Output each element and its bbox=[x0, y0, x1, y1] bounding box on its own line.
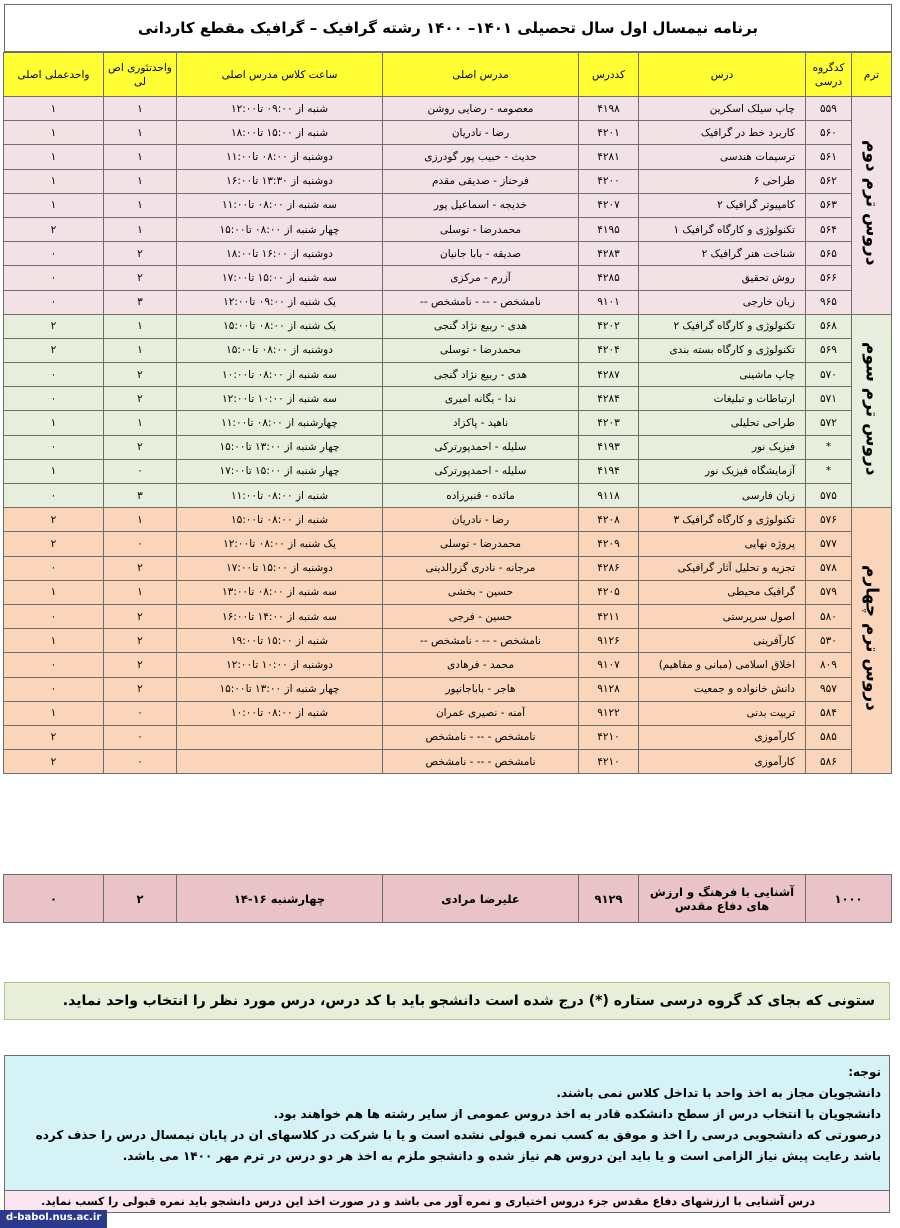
cell-time: دوشنبه از ۰۸:۰۰ تا۱۱:۰۰ bbox=[177, 145, 383, 169]
note-line: دانشجویان با انتخاب درس از سطح دانشکده قادر به اخذ دروس عمومی از سایر رشته ها هم خواهند بود. bbox=[273, 1107, 881, 1121]
cell-instructor: رضا - نادریان bbox=[383, 508, 579, 532]
cell-theory: ۱ bbox=[104, 314, 177, 338]
cell-course-code: ۹۱۲۶ bbox=[579, 629, 639, 653]
cell-course-code: ۴۲۸۳ bbox=[579, 242, 639, 266]
term-label: دروس ترم دوم bbox=[861, 140, 882, 266]
cell-instructor: محمدرضا - توسلی bbox=[383, 217, 579, 241]
cell-group-code: ۵۶۱ bbox=[806, 145, 852, 169]
cell-instructor: خدیجه - اسماعیل پور bbox=[383, 193, 579, 217]
cell-group-code: ۵۷۰ bbox=[806, 363, 852, 387]
cell-theory: ۲ bbox=[104, 363, 177, 387]
cell-course: تکنولوژی و کارگاه گرافیک ۲ bbox=[639, 314, 806, 338]
cell-theory: ۲ bbox=[104, 556, 177, 580]
note-line: درصورتی که دانشجویی درسی را اخذ و موفق به کسب نمره قبولی نشده است و یا با شرکت در کلاسهای ان در پایان نیمسال درس را حذف کرده bbox=[35, 1128, 881, 1142]
cell-group-code: ۵۶۸ bbox=[806, 314, 852, 338]
cell-course: تجزیه و تحلیل آثار گرافیکی bbox=[639, 556, 806, 580]
cell-time: سه شنبه از ۱۵:۰۰ تا۱۷:۰۰ bbox=[177, 266, 383, 290]
cell-practical: ۱ bbox=[4, 629, 104, 653]
cell-course-code: ۴۲۸۶ bbox=[579, 556, 639, 580]
cell-group-code: ۵۸۶ bbox=[806, 750, 852, 774]
cell-time bbox=[177, 750, 383, 774]
table-row bbox=[4, 97, 892, 121]
term-label-cell bbox=[852, 508, 892, 774]
cell-time: یک شنبه از ۰۹:۰۰ تا۱۲:۰۰ bbox=[177, 290, 383, 314]
cell-practical: ۰ bbox=[4, 484, 104, 508]
cell-course-code: ۹۱۰۷ bbox=[579, 653, 639, 677]
cell-course-code: ۴۱۹۳ bbox=[579, 435, 639, 459]
cell-course: روش تحقیق bbox=[639, 266, 806, 290]
note-line: باشد رعایت پیش نیاز الزامی است و یا باید این دروس هم نیاز شده و دانشجو ملزم به اخذ هر دو درس در ترم مهر ۱۴۰۰ می باشد. bbox=[122, 1149, 881, 1163]
cell-theory: ۲ bbox=[104, 266, 177, 290]
cell-theory: ۱ bbox=[104, 169, 177, 193]
cell-course: چاپ ماشینی bbox=[639, 363, 806, 387]
cell-group-code: ۵۶۰ bbox=[806, 121, 852, 145]
cell-time bbox=[177, 725, 383, 749]
cell-instructor: حدیث - حبیب پور گودرزی bbox=[383, 145, 579, 169]
cell-instructor: نامشخص - -- - نامشخص bbox=[383, 725, 579, 749]
cell-practical: ۲ bbox=[4, 217, 104, 241]
cell-instructor: محمد - فرهادی bbox=[383, 653, 579, 677]
cell-time: شنبه از ۰۸:۰۰ تا۱۵:۰۰ bbox=[177, 508, 383, 532]
cell-instructor: صدیقه - بابا جانیان bbox=[383, 242, 579, 266]
cell-course-code: ۴۲۸۱ bbox=[579, 145, 639, 169]
cell-group-code: ۹۶۵ bbox=[806, 290, 852, 314]
cell-group-code: ۵۸۴ bbox=[806, 701, 852, 725]
table-body bbox=[4, 97, 892, 774]
table-row bbox=[4, 145, 892, 169]
table-row bbox=[4, 314, 892, 338]
notes-heading: توجه: bbox=[848, 1065, 881, 1079]
cell-theory: ۰ bbox=[104, 750, 177, 774]
cell-instructor: ندا - یگانه امیری bbox=[383, 387, 579, 411]
term-label: دروس ترم سوم bbox=[861, 341, 882, 476]
cell-practical: ۱ bbox=[4, 580, 104, 604]
cell-course-code: ۴۲۱۰ bbox=[579, 750, 639, 774]
cell-instructor: محمدرضا - توسلی bbox=[383, 532, 579, 556]
cell-instructor: رضا - نادریان bbox=[383, 121, 579, 145]
cell-theory: ۱ bbox=[104, 193, 177, 217]
cell-course-code: ۴۲۰۵ bbox=[579, 580, 639, 604]
cell-course: ترسیمات هندسی bbox=[639, 145, 806, 169]
cell-instructor: مرجانه - نادری گزرالدینی bbox=[383, 556, 579, 580]
table-row bbox=[4, 653, 892, 677]
cell-theory: ۰ bbox=[104, 459, 177, 483]
cell-course: زبان خارجی bbox=[639, 290, 806, 314]
cell-course-code: ۴۲۰۲ bbox=[579, 314, 639, 338]
cell-course: اصول سرپرستی bbox=[639, 604, 806, 628]
cell-course: کارآموزی bbox=[639, 725, 806, 749]
cell-time: دوشنبه از ۱۳:۳۰ تا۱۶:۰۰ bbox=[177, 169, 383, 193]
table-row bbox=[4, 750, 892, 774]
table-row bbox=[4, 725, 892, 749]
cell-time: یک شنبه از ۰۸:۰۰ تا۱۲:۰۰ bbox=[177, 532, 383, 556]
cell-group-code: ۵۷۸ bbox=[806, 556, 852, 580]
cell-time: شنبه از ۰۹:۰۰ تا۱۲:۰۰ bbox=[177, 97, 383, 121]
table-row bbox=[4, 387, 892, 411]
cell-course-code: ۹۱۲۲ bbox=[579, 701, 639, 725]
cell-time: دوشنبه از ۰۸:۰۰ تا۱۵:۰۰ bbox=[177, 338, 383, 362]
cell-practical: ۰ bbox=[4, 604, 104, 628]
special-course-box bbox=[4, 874, 892, 923]
header-practical: واحدعملی اصلی bbox=[4, 53, 104, 97]
table-row bbox=[4, 532, 892, 556]
cell-instructor: هاجر - باباجانپور bbox=[383, 677, 579, 701]
cell-group-code: * bbox=[806, 435, 852, 459]
cell-practical: ۲ bbox=[4, 338, 104, 362]
cell-course: اخلاق اسلامی (مبانی و مفاهیم) bbox=[639, 653, 806, 677]
cell-theory: ۰ bbox=[104, 701, 177, 725]
cell-theory: ۲ bbox=[104, 677, 177, 701]
cell-practical: ۱ bbox=[4, 145, 104, 169]
cell-group-code: ۵۷۶ bbox=[806, 508, 852, 532]
table-row bbox=[4, 193, 892, 217]
cell-instructor: هدی - ربیع نژاد گنجی bbox=[383, 363, 579, 387]
table-row bbox=[4, 363, 892, 387]
term-label: دروس ترم چهارم bbox=[861, 565, 882, 712]
cell-course-code: ۴۲۸۴ bbox=[579, 387, 639, 411]
cell-time: دوشنبه از ۱۵:۰۰ تا۱۷:۰۰ bbox=[177, 556, 383, 580]
table-row bbox=[4, 580, 892, 604]
cell-course-code: ۴۲۱۰ bbox=[579, 725, 639, 749]
cell-course-code: ۴۲۰۰ bbox=[579, 169, 639, 193]
cell-theory: ۱ bbox=[104, 580, 177, 604]
cell-group-code: ۵۷۷ bbox=[806, 532, 852, 556]
cell-course: کارآفرینی bbox=[639, 629, 806, 653]
cell-theory: ۱ bbox=[104, 145, 177, 169]
cell-time: شنبه از ۱۵:۰۰ تا۱۹:۰۰ bbox=[177, 629, 383, 653]
cell-group-code: ۵۶۳ bbox=[806, 193, 852, 217]
header-course-code: کددرس bbox=[579, 53, 639, 97]
cell-course-code: ۴۲۰۷ bbox=[579, 193, 639, 217]
header-group-code: کدگروه درسی bbox=[806, 53, 852, 97]
table-row bbox=[4, 338, 892, 362]
special-theory: ۲ bbox=[104, 875, 177, 923]
cell-course-code: ۴۲۰۸ bbox=[579, 508, 639, 532]
cell-instructor: معصومه - رضایی روشن bbox=[383, 97, 579, 121]
table-header-row bbox=[4, 53, 892, 97]
term-label-cell bbox=[852, 314, 892, 508]
cell-instructor: حسین - فرجی bbox=[383, 604, 579, 628]
cell-time: چهار شنبه از ۱۳:۰۰ تا۱۵:۰۰ bbox=[177, 435, 383, 459]
cell-course: فیزیک نور bbox=[639, 435, 806, 459]
special-course-name: آشنایی با فرهنگ و ارزش های دفاع مقدس bbox=[639, 875, 806, 923]
cell-instructor: ناهید - پاکزاد bbox=[383, 411, 579, 435]
cell-group-code: ۵۶۲ bbox=[806, 169, 852, 193]
cell-course-code: ۴۱۹۵ bbox=[579, 217, 639, 241]
cell-course: طراحی تحلیلی bbox=[639, 411, 806, 435]
cell-course: پروژه نهایی bbox=[639, 532, 806, 556]
cell-theory: ۰ bbox=[104, 532, 177, 556]
cell-course-code: ۴۲۰۹ bbox=[579, 532, 639, 556]
cell-group-code: ۵۶۹ bbox=[806, 338, 852, 362]
table-row bbox=[4, 556, 892, 580]
cell-practical: ۰ bbox=[4, 266, 104, 290]
cell-theory: ۱ bbox=[104, 411, 177, 435]
cell-instructor: آمنه - نصیری عمران bbox=[383, 701, 579, 725]
table-row bbox=[4, 411, 892, 435]
cell-practical: ۰ bbox=[4, 387, 104, 411]
cell-course-code: ۴۲۰۳ bbox=[579, 411, 639, 435]
cell-practical: ۱ bbox=[4, 97, 104, 121]
special-time: چهارشنبه ۱۶-۱۴ bbox=[177, 875, 383, 923]
cell-theory: ۲ bbox=[104, 387, 177, 411]
cell-theory: ۱ bbox=[104, 338, 177, 362]
cell-practical: ۱ bbox=[4, 121, 104, 145]
table-row bbox=[4, 484, 892, 508]
cell-instructor: سلیله - احمدپورترکی bbox=[383, 459, 579, 483]
cell-time: سه شنبه از ۰۸:۰۰ تا۱۳:۰۰ bbox=[177, 580, 383, 604]
note-line: دانشجویان مجاز به اخذ واحد با تداخل کلاس نمی باشند. bbox=[556, 1086, 881, 1100]
header-theory: واحدتئوری اص لی bbox=[104, 53, 177, 97]
notes-box bbox=[4, 1055, 890, 1213]
cell-course-code: ۴۲۰۴ bbox=[579, 338, 639, 362]
cell-theory: ۰ bbox=[104, 725, 177, 749]
cell-course-code: ۴۱۹۸ bbox=[579, 97, 639, 121]
cell-theory: ۱ bbox=[104, 508, 177, 532]
cell-practical: ۰ bbox=[4, 435, 104, 459]
cell-course: گرافیک محیطی bbox=[639, 580, 806, 604]
cell-theory: ۲ bbox=[104, 604, 177, 628]
cell-group-code: ۵۸۵ bbox=[806, 725, 852, 749]
cell-group-code: * bbox=[806, 459, 852, 483]
cell-theory: ۲ bbox=[104, 242, 177, 266]
cell-practical: ۱ bbox=[4, 169, 104, 193]
cell-course: طراحی ۶ bbox=[639, 169, 806, 193]
cell-course: کارآموزی bbox=[639, 750, 806, 774]
cell-course: تربیت بدنی bbox=[639, 701, 806, 725]
cell-practical: ۱ bbox=[4, 193, 104, 217]
cell-group-code: ۵۷۱ bbox=[806, 387, 852, 411]
notes-last-line: درس آشنایی با ارزشهای دفاع مقدس جزء دروس اختیاری و نمره آور می باشد و در صورت اخذ این درس دانشجو باید نمره قبولی را کسب نماید. bbox=[5, 1190, 889, 1212]
cell-group-code: ۵۶۴ bbox=[806, 217, 852, 241]
page-title: برنامه نیمسال اول سال تحصیلی ۱۴۰۱– ۱۴۰۰ رشته گرافیک – گرافیک مقطع کاردانی bbox=[4, 4, 892, 52]
table-row bbox=[4, 459, 892, 483]
cell-course-code: ۹۱۱۸ bbox=[579, 484, 639, 508]
cell-time: چهار شنبه از ۰۸:۰۰ تا۱۵:۰۰ bbox=[177, 217, 383, 241]
cell-theory: ۲ bbox=[104, 653, 177, 677]
cell-course: کامپیوتر گرافیک ۲ bbox=[639, 193, 806, 217]
table-row bbox=[4, 435, 892, 459]
cell-course-code: ۴۲۸۷ bbox=[579, 363, 639, 387]
cell-course: تکنولوژی و کارگاه گرافیک ۱ bbox=[639, 217, 806, 241]
schedule-table bbox=[3, 52, 892, 774]
cell-time: سه شنبه از ۰۸:۰۰ تا۱۰:۰۰ bbox=[177, 363, 383, 387]
cell-course-code: ۴۲۱۱ bbox=[579, 604, 639, 628]
cell-theory: ۲ bbox=[104, 435, 177, 459]
cell-group-code: ۵۵۹ bbox=[806, 97, 852, 121]
table-row bbox=[4, 121, 892, 145]
cell-practical: ۰ bbox=[4, 290, 104, 314]
term-label-cell bbox=[852, 97, 892, 315]
cell-group-code: ۹۵۷ bbox=[806, 677, 852, 701]
table-row bbox=[4, 266, 892, 290]
cell-practical: ۲ bbox=[4, 532, 104, 556]
table-row bbox=[4, 604, 892, 628]
cell-time: یک شنبه از ۰۸:۰۰ تا۱۵:۰۰ bbox=[177, 314, 383, 338]
table-row bbox=[4, 677, 892, 701]
cell-group-code: ۵۸۰ bbox=[806, 604, 852, 628]
cell-time: چهارشنبه از ۰۸:۰۰ تا۱۱:۰۰ bbox=[177, 411, 383, 435]
cell-practical: ۰ bbox=[4, 556, 104, 580]
cell-theory: ۱ bbox=[104, 217, 177, 241]
cell-time: سه شنبه از ۱۰:۰۰ تا۱۲:۰۰ bbox=[177, 387, 383, 411]
cell-practical: ۱ bbox=[4, 411, 104, 435]
special-course-row bbox=[4, 875, 892, 923]
cell-time: دوشنبه از ۱۰:۰۰ تا۱۲:۰۰ bbox=[177, 653, 383, 677]
cell-time: شنبه از ۰۸:۰۰ تا۱۱:۰۰ bbox=[177, 484, 383, 508]
cell-time: دوشنبه از ۱۶:۰۰ تا۱۸:۰۰ bbox=[177, 242, 383, 266]
cell-instructor: نامشخص - -- - نامشخص -- bbox=[383, 629, 579, 653]
cell-course: دانش خانواده و جمعیت bbox=[639, 677, 806, 701]
cell-course: تکنولوژی و کارگاه گرافیک ۳ bbox=[639, 508, 806, 532]
cell-course: زبان فارسی bbox=[639, 484, 806, 508]
star-note: ستونی که بجای کد گروه درسی ستاره (*) درج شده است دانشجو باید با کد درس، درس مورد نظر را انتخاب واحد نماید. bbox=[4, 982, 890, 1020]
header-time: ساعت کلاس مدرس اصلی bbox=[177, 53, 383, 97]
cell-theory: ۲ bbox=[104, 629, 177, 653]
header-instructor: مدرس اصلی bbox=[383, 53, 579, 97]
cell-practical: ۰ bbox=[4, 242, 104, 266]
table-row bbox=[4, 701, 892, 725]
cell-time: سه شنبه از ۱۴:۰۰ تا۱۶:۰۰ bbox=[177, 604, 383, 628]
cell-group-code: ۵۶۶ bbox=[806, 266, 852, 290]
cell-theory: ۳ bbox=[104, 290, 177, 314]
cell-instructor: مائده - قنبرزاده bbox=[383, 484, 579, 508]
cell-theory: ۱ bbox=[104, 97, 177, 121]
cell-practical: ۲ bbox=[4, 314, 104, 338]
cell-instructor: هدی - ربیع نژاد گنجی bbox=[383, 314, 579, 338]
cell-group-code: ۵۷۵ bbox=[806, 484, 852, 508]
cell-course-code: ۴۲۸۵ bbox=[579, 266, 639, 290]
cell-course: کاربرد خط در گرافیک bbox=[639, 121, 806, 145]
cell-course: تکنولوژی و کارگاه بسته بندی bbox=[639, 338, 806, 362]
cell-theory: ۱ bbox=[104, 121, 177, 145]
cell-time: چهار شنبه از ۱۳:۰۰ تا۱۵:۰۰ bbox=[177, 677, 383, 701]
cell-practical: ۲ bbox=[4, 725, 104, 749]
cell-group-code: ۵۶۵ bbox=[806, 242, 852, 266]
cell-group-code: ۸۰۹ bbox=[806, 653, 852, 677]
cell-time: شنبه از ۱۵:۰۰ تا۱۸:۰۰ bbox=[177, 121, 383, 145]
cell-instructor: آزرم - مرکزی bbox=[383, 266, 579, 290]
table-row bbox=[4, 169, 892, 193]
cell-course: شناخت هنر گرافیک ۲ bbox=[639, 242, 806, 266]
cell-course-code: ۴۱۹۴ bbox=[579, 459, 639, 483]
cell-instructor: نامشخص - -- - نامشخص -- bbox=[383, 290, 579, 314]
cell-practical: ۲ bbox=[4, 508, 104, 532]
cell-course: آزمایشگاه فیزیک نور bbox=[639, 459, 806, 483]
cell-group-code: ۵۷۹ bbox=[806, 580, 852, 604]
cell-time: شنبه از ۰۸:۰۰ تا۱۰:۰۰ bbox=[177, 701, 383, 725]
special-instructor: علیرضا مرادی bbox=[383, 875, 579, 923]
watermark-logo[interactable]: d-babol.nus.ac.ir bbox=[0, 1210, 107, 1228]
cell-group-code: ۵۷۲ bbox=[806, 411, 852, 435]
table-row bbox=[4, 508, 892, 532]
cell-instructor: سلیله - احمدپورترکی bbox=[383, 435, 579, 459]
cell-instructor: فرحناز - صدیقی مقدم bbox=[383, 169, 579, 193]
cell-practical: ۲ bbox=[4, 750, 104, 774]
special-course-code: ۹۱۲۹ bbox=[579, 875, 639, 923]
header-term: ترم bbox=[852, 53, 892, 97]
special-group-code: ۱۰۰۰ bbox=[806, 875, 892, 923]
special-practical: ۰ bbox=[4, 875, 104, 923]
cell-course-code: ۴۲۰۱ bbox=[579, 121, 639, 145]
cell-group-code: ۵۳۰ bbox=[806, 629, 852, 653]
header-course: درس bbox=[639, 53, 806, 97]
schedule-container bbox=[4, 4, 892, 774]
cell-course-code: ۹۱۲۸ bbox=[579, 677, 639, 701]
cell-course-code: ۹۱۰۱ bbox=[579, 290, 639, 314]
cell-practical: ۰ bbox=[4, 677, 104, 701]
cell-time: سه شنبه از ۰۸:۰۰ تا۱۱:۰۰ bbox=[177, 193, 383, 217]
cell-course: چاپ سیلک اسکرین bbox=[639, 97, 806, 121]
cell-practical: ۰ bbox=[4, 653, 104, 677]
special-course-table bbox=[3, 874, 892, 923]
cell-instructor: محمدرضا - توسلی bbox=[383, 338, 579, 362]
cell-course: ارتباطات و تبلیغات bbox=[639, 387, 806, 411]
table-row bbox=[4, 290, 892, 314]
cell-instructor: حسین - بخشی bbox=[383, 580, 579, 604]
cell-theory: ۳ bbox=[104, 484, 177, 508]
table-row bbox=[4, 629, 892, 653]
table-row bbox=[4, 217, 892, 241]
cell-practical: ۰ bbox=[4, 363, 104, 387]
cell-time: چهار شنبه از ۱۵:۰۰ تا۱۷:۰۰ bbox=[177, 459, 383, 483]
cell-instructor: نامشخص - -- - نامشخص bbox=[383, 750, 579, 774]
cell-practical: ۱ bbox=[4, 701, 104, 725]
table-row bbox=[4, 242, 892, 266]
cell-practical: ۱ bbox=[4, 459, 104, 483]
